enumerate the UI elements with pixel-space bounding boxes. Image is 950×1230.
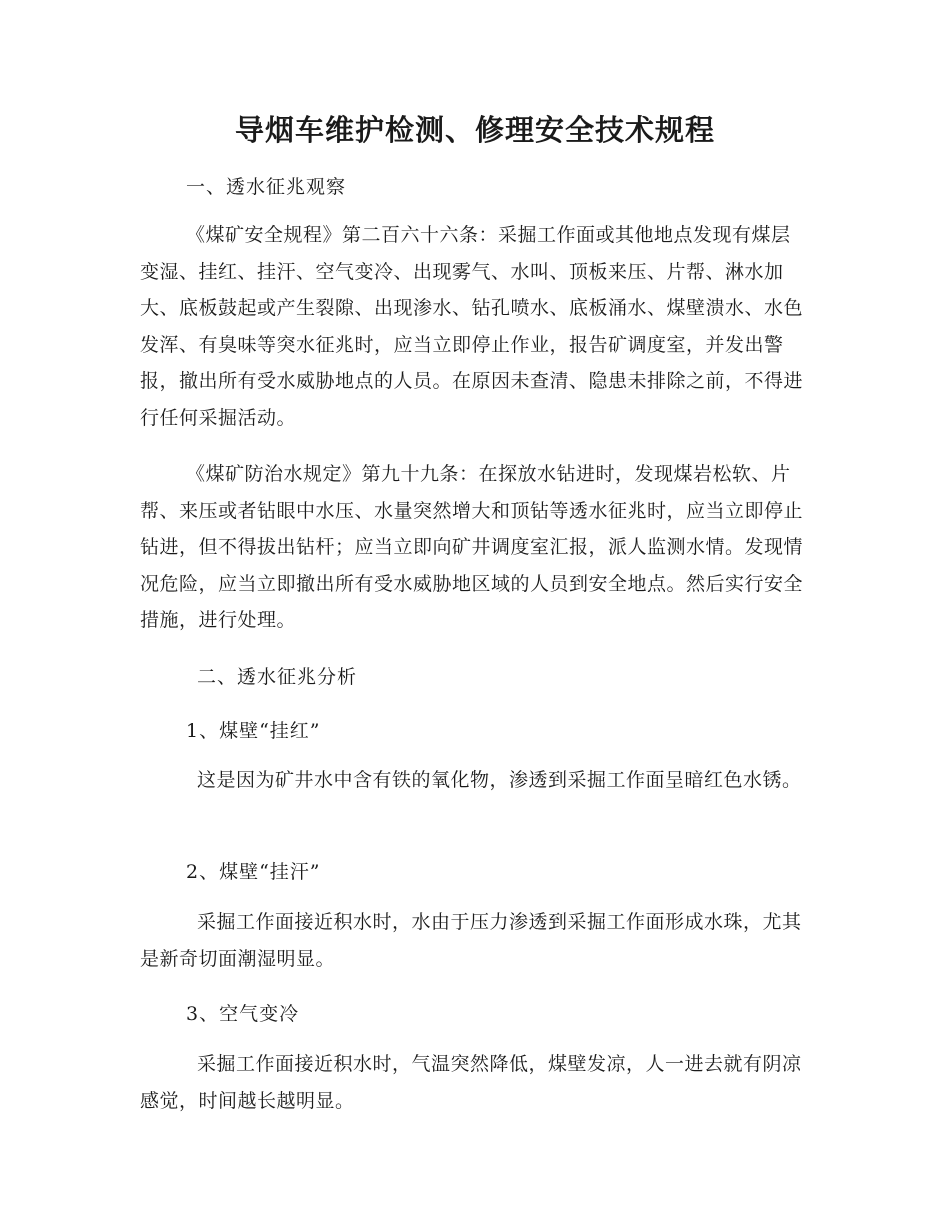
paragraph-text: 采掘工作面接近积水时，气温突然降低，煤壁发凉，人一进去就有阴凉感觉，时间越长越明显。 (140, 1053, 802, 1112)
item-heading-1: 1、煤壁“挂红” (186, 720, 321, 742)
item-heading-2: 2、煤壁“挂汗” (186, 861, 321, 883)
item-text-3 (140, 1046, 808, 1119)
paragraph-text: 《煤矿安全规程》第二百六十六条：采掘工作面或其他地点发现有煤层变湿、挂红、挂汗、空气变冷、出现雾气、水叫、顶板来压、片帮、淋水加大、底板鼓起或产生裂隙、出现渗水、钻孔喷水、底板涌水、煤壁溃水、水色发浑、有臭味等突水征兆时，应当立即停止作业，报告矿调度室，并发出警报，撤出所有受水威胁地点的人员。在原因未查清、隐患未排除之前，不得进行任何采掘活动。 (140, 224, 804, 429)
item-heading-3: 3、空气变冷 (186, 1003, 300, 1025)
section-heading-2: 二、透水征兆分析 (197, 666, 358, 688)
paragraph-safety-rules (140, 217, 808, 436)
item-text-1 (140, 762, 808, 799)
paragraph-text: 《煤矿防治水规定》第九十九条：在探放水钻进时，发现煤岩松软、片帮、来压或者钻眼中水压、水量突然增大和顶钻等透水征兆时，应当立即停止钻进，但不得拔出钻杆；应当立即向矿井调度室汇报，派人监测水情。发现情况危险，应当立即撤出所有受水威胁地区域的人员到安全地点。然后实行安全措施，进行处理。 (140, 463, 804, 631)
section-heading-1: 一、透水征兆观察 (186, 176, 347, 198)
paragraph-text: 采掘工作面接近积水时，水由于压力渗透到采掘工作面形成水珠，尤其是新奇切面潮湿明显。 (140, 911, 802, 970)
paragraph-water-rules (140, 456, 808, 639)
item-text-2 (140, 904, 808, 977)
document-title: 导烟车维护检测、修理安全技术规程 (234, 113, 715, 147)
paragraph-text: 这是因为矿井水中含有铁的氧化物，渗透到采掘工作面呈暗红色水锈。 (197, 769, 802, 791)
